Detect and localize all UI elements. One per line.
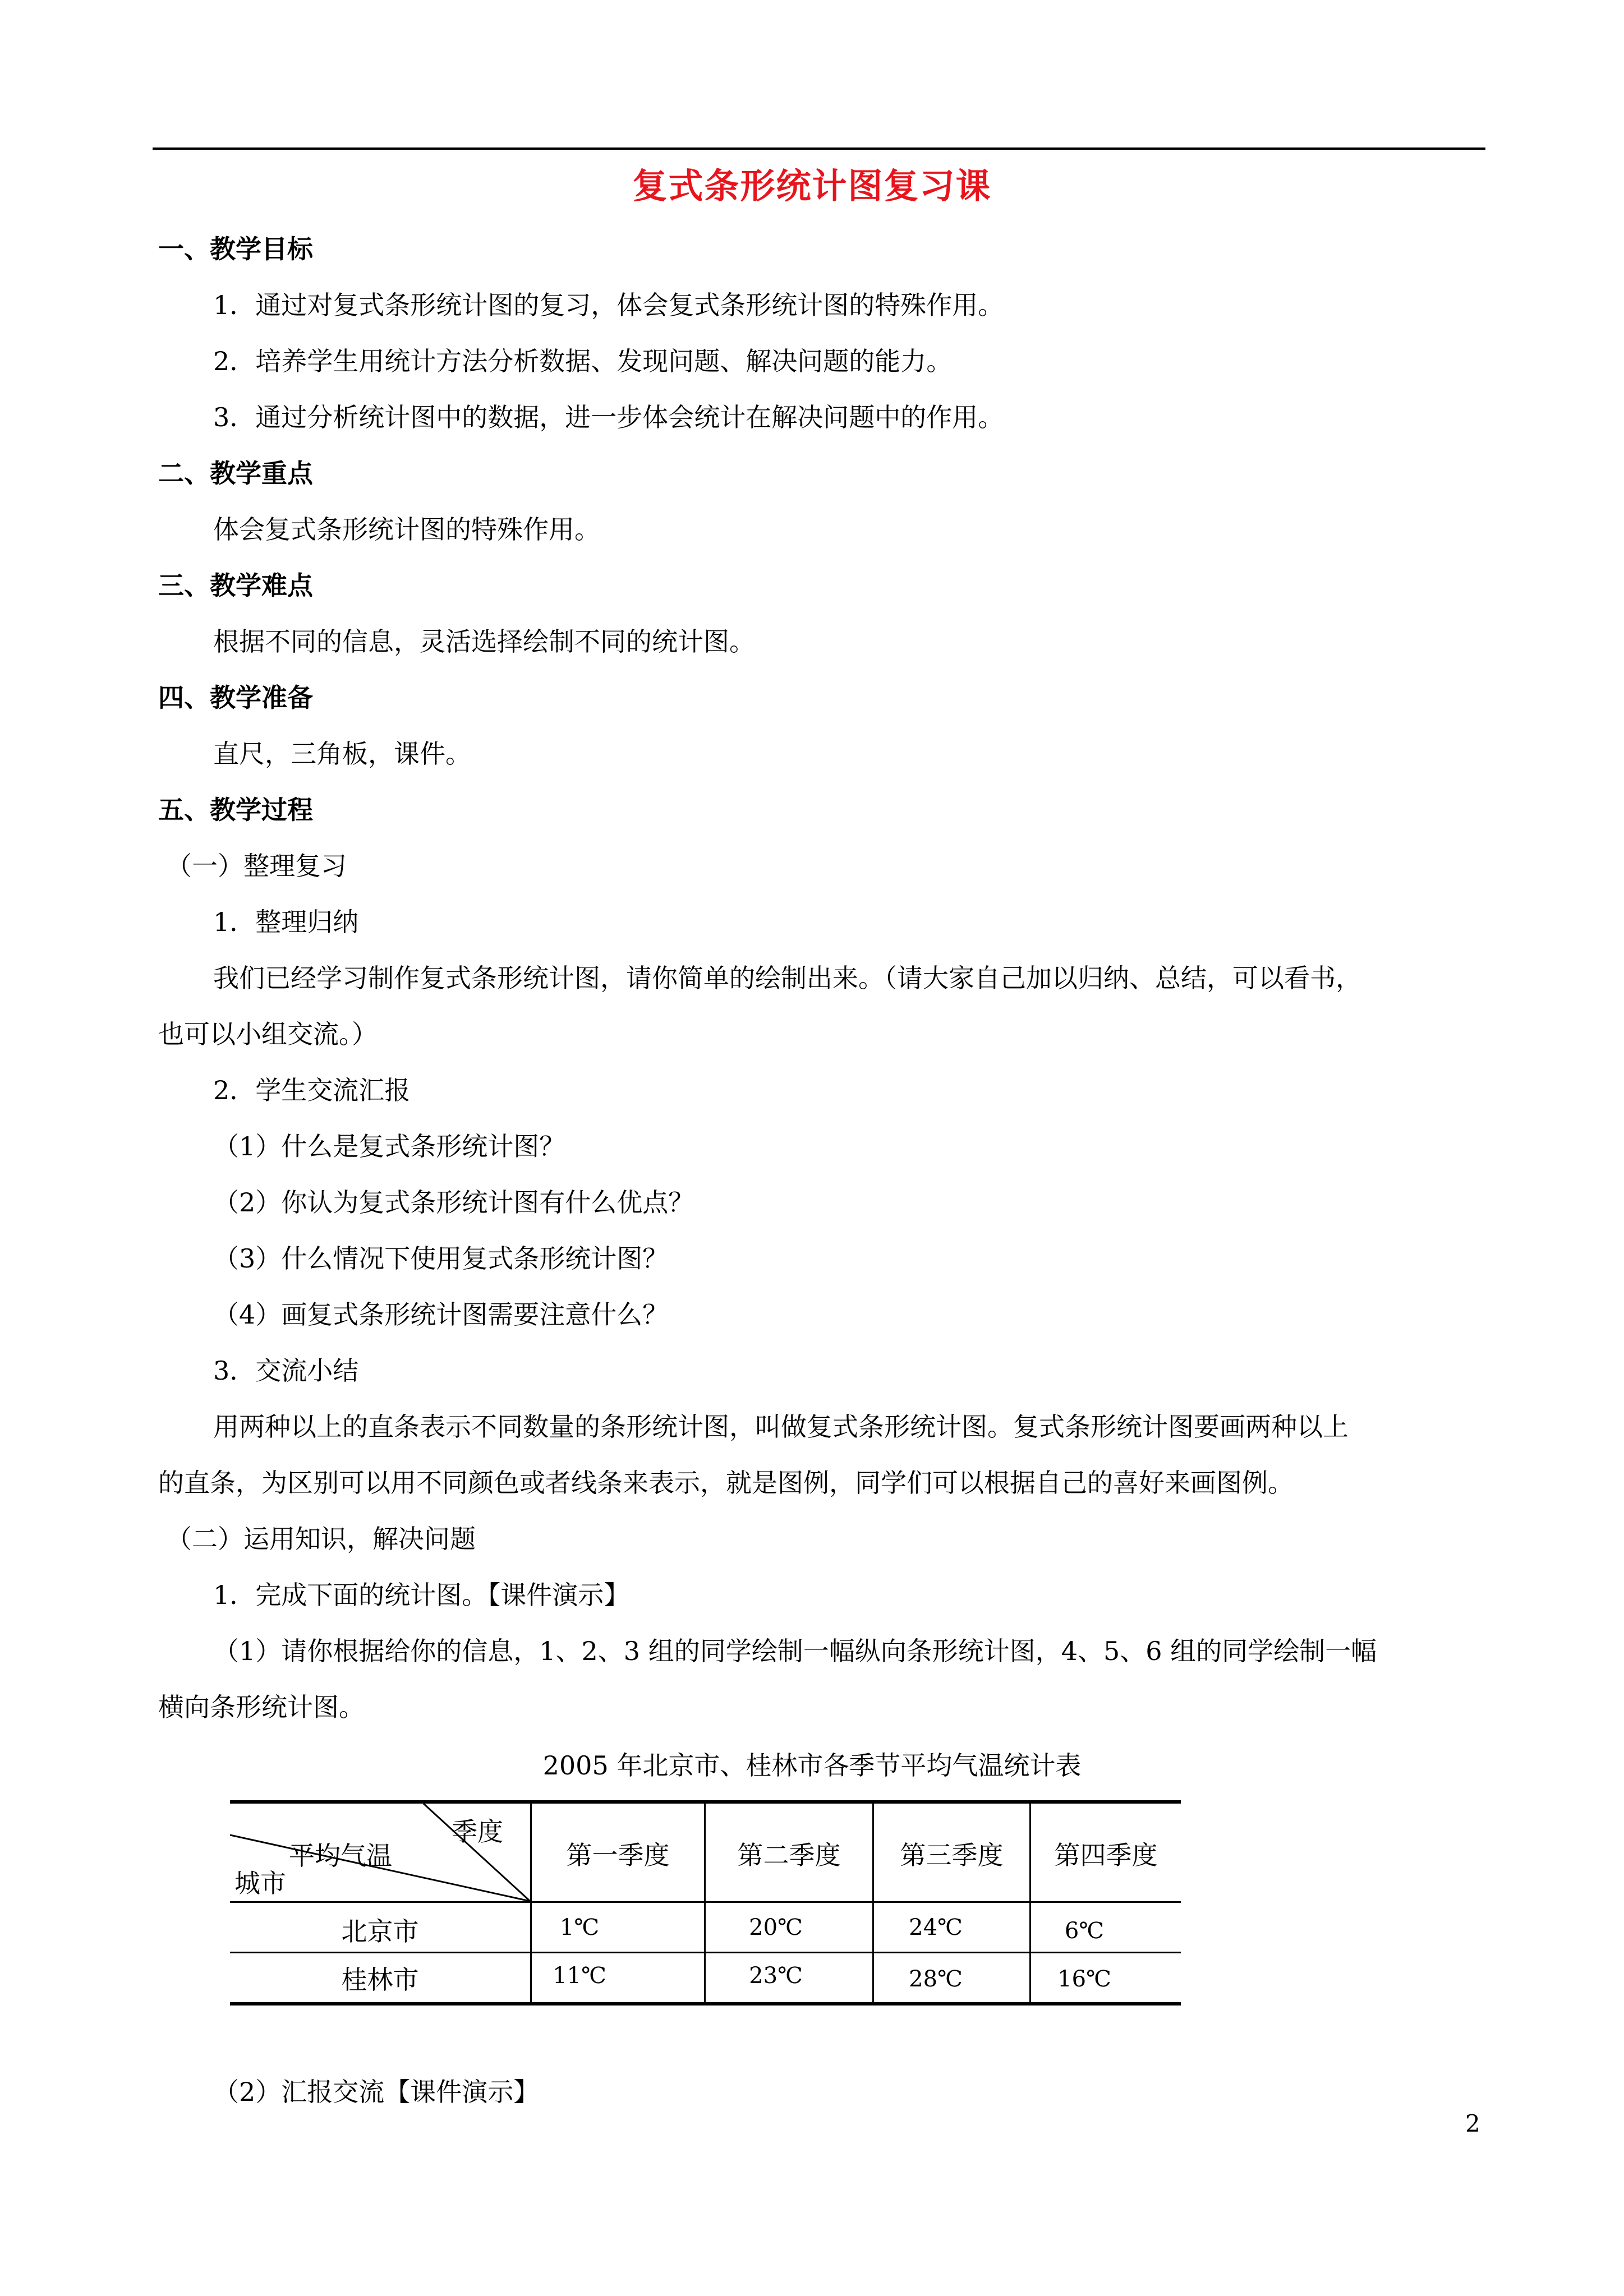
goal-item-2: 2．培养学生用统计方法分析数据、发现问题、解决问题的能力。	[213, 346, 953, 376]
value-beijing-q2: 20℃	[749, 1915, 803, 1940]
row-city-beijing: 北京市	[341, 1916, 419, 1947]
value-beijing-q4: 6℃	[1064, 1918, 1105, 1944]
goal-item-3: 3．通过分析统计图中的数据，进一步体会统计在解决问题中的作用。	[213, 402, 1004, 432]
heading-preparation: 四、教学准备	[158, 683, 313, 713]
review-step-1-text-a: 我们已经学习制作复式条形统计图，请你简单的绘制出来。（请大家自己加以归纳、总结，可以看书，	[213, 963, 1361, 993]
value-beijing-q3: 24℃	[909, 1915, 963, 1940]
header-q2: 第二季度	[737, 1840, 841, 1870]
document-title: 复式条形统计图复习课	[632, 165, 992, 206]
row-city-guilin: 桂林市	[341, 1965, 419, 1995]
question-1: （1）什么是复式条形统计图？	[213, 1131, 565, 1161]
difficulties-text: 根据不同的信息，灵活选择绘制不同的统计图。	[213, 626, 755, 657]
corner-temp-label: 平均气温	[289, 1841, 392, 1871]
subheading-apply: （二）运用知识，解决问题	[166, 1524, 476, 1554]
review-step-3: 3．交流小结	[213, 1356, 359, 1386]
review-step-1: 1．整理归纳	[213, 907, 359, 937]
header-q1: 第一季度	[566, 1840, 670, 1870]
apply-step-1-text-b: 横向条形统计图。	[158, 1692, 365, 1722]
header-q4: 第四季度	[1054, 1840, 1158, 1870]
page-number: 2	[1465, 2110, 1480, 2137]
review-step-2: 2．学生交流汇报	[213, 1075, 411, 1105]
corner-season-label: 季度	[452, 1816, 503, 1847]
heading-key-points: 二、教学重点	[158, 458, 313, 488]
goal-item-1: 1．通过对复式条形统计图的复习，体会复式条形统计图的特殊作用。	[213, 290, 1004, 320]
value-guilin-q2: 23℃	[749, 1963, 803, 1989]
heading-difficulties: 三、教学难点	[158, 570, 313, 601]
value-guilin-q3: 28℃	[909, 1966, 963, 1992]
apply-step-1-text-a: （1）请你根据给你的信息，1、2、3 组的同学绘制一幅纵向条形统计图，4、5、6 组的同学绘制一幅	[213, 1636, 1377, 1666]
value-guilin-q4: 16℃	[1057, 1966, 1111, 1992]
temperature-table	[230, 1800, 1181, 2005]
apply-step-2: （2）汇报交流【课件演示】	[213, 2077, 540, 2107]
review-step-1-text-b: 也可以小组交流。）	[158, 1019, 378, 1049]
header-q3: 第三季度	[900, 1840, 1004, 1870]
table-caption: 2005 年北京市、桂林市各季节平均气温统计表	[542, 1750, 1082, 1781]
question-2: （2）你认为复式条形统计图有什么优点？	[213, 1187, 694, 1218]
apply-step-1: 1．完成下面的统计图。【课件演示】	[213, 1580, 630, 1610]
value-guilin-q1: 11℃	[553, 1963, 606, 1989]
corner-city-label: 城市	[234, 1868, 286, 1898]
header-rule	[153, 147, 1485, 150]
heading-process: 五、教学过程	[158, 795, 313, 825]
question-4: （4）画复式条形统计图需要注意什么？	[213, 1299, 669, 1330]
value-beijing-q1: 1℃	[559, 1915, 600, 1940]
key-points-text: 体会复式条形统计图的特殊作用。	[213, 514, 600, 545]
summary-text-b: 的直条，为区别可以用不同颜色或者线条来表示，就是图例，同学们可以根据自己的喜好来画图例。	[158, 1468, 1294, 1498]
question-3: （3）什么情况下使用复式条形统计图？	[213, 1243, 669, 1274]
preparation-text: 直尺，三角板，课件。	[213, 739, 471, 769]
heading-goals: 一、教学目标	[158, 234, 313, 264]
summary-text-a: 用两种以上的直条表示不同数量的条形统计图，叫做复式条形统计图。复式条形统计图要画两种以上	[213, 1412, 1349, 1442]
subheading-review: （一）整理复习	[166, 851, 347, 881]
